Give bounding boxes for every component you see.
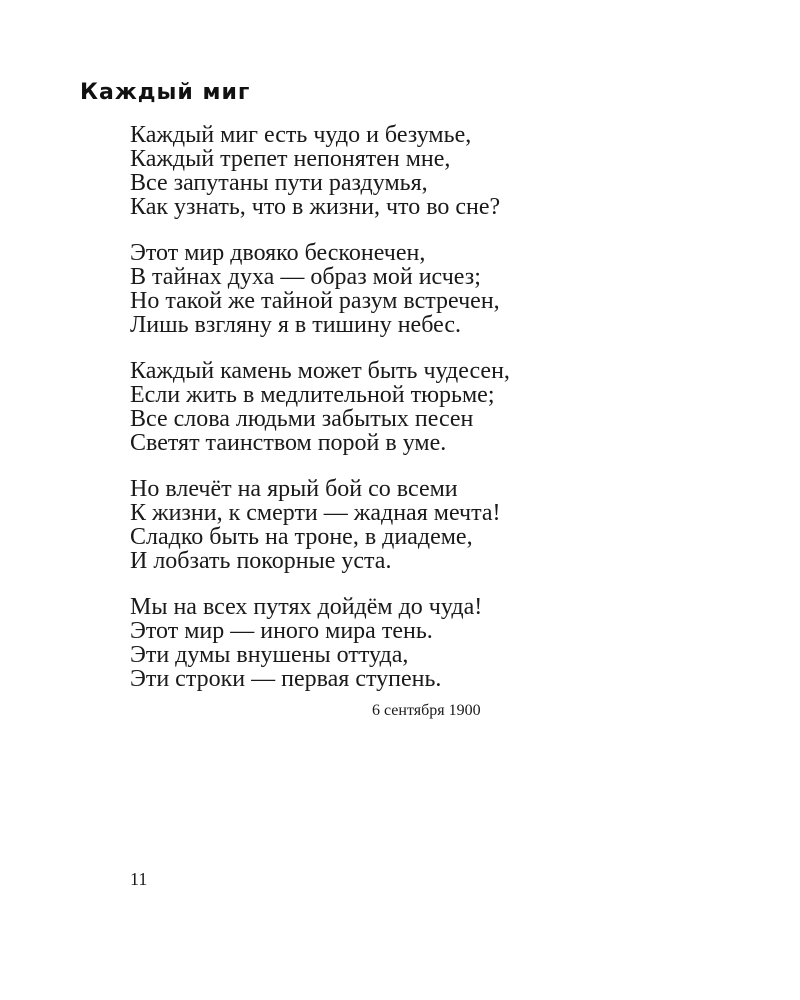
poem-line: И лобзать покорные уста. [130, 548, 392, 574]
poem-line: Этот мир двояко бесконечен, [130, 240, 426, 266]
stanza-2 [130, 241, 690, 337]
poem-title: Каждый миг [80, 80, 251, 105]
stanza-4 [130, 477, 690, 573]
poem-line: Эти думы внушены оттуда, [130, 642, 409, 668]
poem-line: Все запутаны пути раздумья, [130, 170, 428, 196]
poem-line: Эти строки — первая ступень. [130, 666, 442, 692]
poem-line: Но влечёт на ярый бой со всеми [130, 476, 458, 502]
poem-line: Если жить в медлительной тюрьме; [130, 382, 495, 408]
poem-line: Как узнать, что в жизни, что во сне? [130, 194, 501, 220]
poem-line: Каждый трепет непонятен мне, [130, 146, 451, 172]
poem-line: Этот мир — иного мира тень. [130, 618, 433, 644]
poem-line: Мы на всех путях дойдём до чуда! [130, 594, 483, 620]
poem-line: Каждый миг есть чудо и безумье, [130, 122, 472, 148]
poem-line: Все слова людьми забытых песен [130, 406, 474, 432]
poem-date: 6 сентября 1900 [372, 702, 481, 719]
poem-line: Светят таинством порой в уме. [130, 430, 447, 456]
poem-line: Лишь взгляну я в тишину небес. [130, 312, 462, 338]
poem-line: Каждый камень может быть чудесен, [130, 358, 510, 384]
poem-line: Но такой же тайной разум встречен, [130, 288, 500, 314]
poem-line: В тайнах духа — образ мой исчез; [130, 264, 481, 290]
poem-body [130, 123, 690, 713]
stanza-3 [130, 359, 690, 455]
stanza-5 [130, 595, 690, 691]
stanza-1 [130, 123, 690, 219]
poem-line: К жизни, к смерти — жадная мечта! [130, 500, 501, 526]
page-number: 11 [130, 869, 148, 889]
poem-line: Сладко быть на троне, в диадеме, [130, 524, 473, 550]
